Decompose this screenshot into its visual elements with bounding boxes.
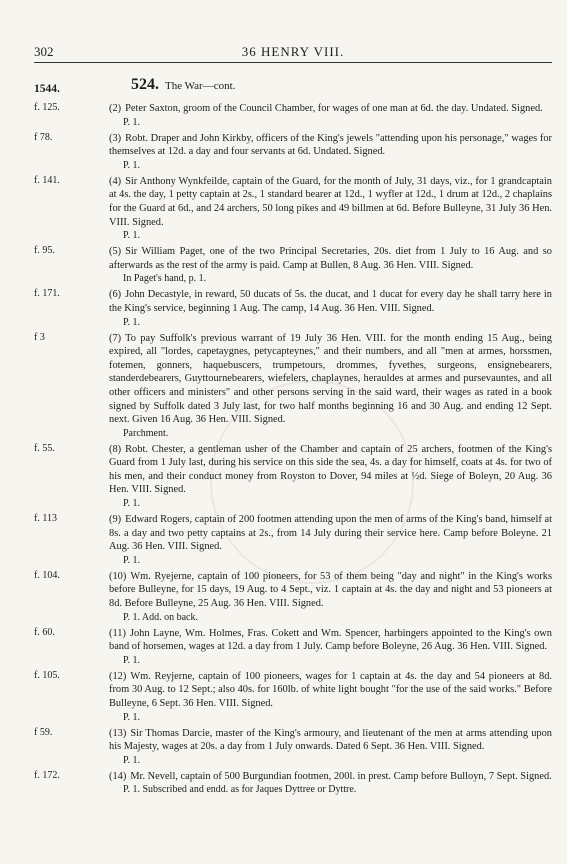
running-title: 36 HENRY VIII. xyxy=(241,44,345,59)
page-number: 302 xyxy=(34,44,54,59)
folio-reference: f. 55. xyxy=(34,442,55,454)
entry-text: John Decastyle, in reward, 50 ducats of 5s. the ducat, and 1 ducat for every day he shall tarry here in the King's service, beginning 1 Aug. The camp, 14 Aug. 36 Hen. VIII. Signed. xyxy=(109,289,552,314)
document-entry xyxy=(34,770,552,797)
entry-number: (3) xyxy=(109,132,122,144)
entry-note: P. 1. Add. on back. xyxy=(123,611,198,623)
entry-note: P. 1. xyxy=(123,711,140,723)
year-label: 1544. xyxy=(34,83,60,95)
document-entry xyxy=(34,102,552,129)
entry-body xyxy=(109,443,552,497)
entry-text: Edward Rogers, captain of 200 footmen attending upon the men of arms of the King's band, himself at 8s. a day and two petty captains at 2s., from 14 July during their service here. Camp before Boleyne. 21 Aug. 36 Hen. VIII. Signed. xyxy=(109,514,552,553)
running-header xyxy=(34,44,552,60)
entry-text: Mr. Nevell, captain of 500 Burgundian footmen, 200l. in prest. Camp before Bulloyn, 7 Sept. Signed. xyxy=(130,770,552,782)
folio-reference: f. 172. xyxy=(34,769,60,781)
entry-number: (12) xyxy=(109,670,127,682)
entry-body xyxy=(109,332,552,427)
entry-number: (2) xyxy=(109,103,122,114)
entry-text: Peter Saxton, groom of the Council Chamber, for wages of one man at 6d. the day. Undated. Signed. xyxy=(125,103,543,114)
entry-number: (9) xyxy=(109,514,122,526)
entry-body xyxy=(109,175,552,229)
folio-reference: f. 125. xyxy=(34,102,60,113)
entry-note: P. 1. xyxy=(123,498,140,510)
entry-body xyxy=(109,727,552,754)
entry-number: (8) xyxy=(109,443,122,455)
folio-reference: f 59. xyxy=(34,726,53,738)
document-entry xyxy=(34,245,552,285)
section-title: The War—cont. xyxy=(165,80,236,92)
entry-number: (5) xyxy=(109,246,122,258)
entry-text: To pay Suffolk's previous warrant of 19 July 36 Hen. VIII. for the month ending 15 Aug., being expired, all "lordes, capetaygnes, petycapteynes," and their numbers, and all "men at armes, horssmen, fotemen, gonners, haquebuscers, trumpetours, drommes, fyvethes, surgeons, ensignebearers, standerdebearers, Guyttournebearers, wiefelers, chaplaynes, herauldes at armes and pursevauntes, and all other officers and ministers" and other persons serving in the said ward, their wages as rated in a book signed by Suffolk dated 3 July last, for two half months beginning 16 and 30 Aug. and ending 12 Sept. next. Given 16 Aug. 36 Hen. VIII. Signed. xyxy=(109,332,552,426)
header-rule xyxy=(34,62,552,63)
entry-number: (4) xyxy=(109,175,122,187)
document-entry xyxy=(34,443,552,510)
document-entry xyxy=(34,288,552,328)
entry-text: Wm. Reyjerne, captain of 100 pioneers, wages for 1 captain at 4s. the day and 54 pioneers at 8d. from 30 Aug. to 12 Sept.; also 40s. for 160lb. of white light bought "for the use of the said works." Before Bulleyne, 6 Sept. 36 Hen. VIII. Signed. xyxy=(109,670,552,709)
document-entry xyxy=(34,513,552,567)
document-entry xyxy=(34,727,552,767)
entry-text: Sir William Paget, one of the two Principal Secretaries, 20s. diet from 1 July to 16 Aug. and so afterwards as the rest of the army is paid. Camp at Bullen, 8 Aug. 36 Hen. VIII. Signed. xyxy=(109,246,552,271)
entry-note: In Paget's hand, p. 1. xyxy=(123,273,207,285)
entry-note: P. 1. xyxy=(123,230,140,242)
entry-number: (11) xyxy=(109,627,126,639)
entry-number: (14) xyxy=(109,770,127,782)
entry-body xyxy=(109,132,552,159)
folio-reference: f. 95. xyxy=(34,245,55,257)
entries-list xyxy=(34,102,552,799)
entry-body xyxy=(109,288,552,315)
entry-note: P. 1. xyxy=(123,554,140,566)
folio-reference: f 78. xyxy=(34,131,53,143)
section-number: 524. xyxy=(131,76,159,93)
entry-body xyxy=(109,245,552,272)
entry-note: P. 1. xyxy=(123,116,140,128)
document-entry xyxy=(34,570,552,624)
document-entry xyxy=(34,175,552,242)
entry-body xyxy=(109,513,552,554)
document-entry xyxy=(34,627,552,667)
document-page xyxy=(34,44,552,796)
entry-text: Robt. Draper and John Kirkby, officers of the King's jewels "attending upon his personage," wages for themselves at 12d. a day and four servants at 6d. Undated. Signed. xyxy=(109,132,552,158)
entry-text: Wm. Ryejerne, captain of 100 pioneers, for 53 of them being "day and night" in the King's works before Bulleyne, for 15 days, 19 Aug. to 4 Sept., viz. 1 captain at 4s. the day and night and 53 pioneers at 8d. Before Bulleyne, 25 Aug. 36 Hen. VIII. Signed. xyxy=(109,570,552,610)
document-entry xyxy=(34,332,552,440)
entry-note: P. 1. xyxy=(123,654,140,666)
entry-body xyxy=(109,770,552,784)
entry-body xyxy=(109,627,552,654)
folio-reference: f 3 xyxy=(34,331,45,343)
entry-number: (7) xyxy=(109,332,122,344)
entry-body xyxy=(109,570,552,611)
document-entry xyxy=(34,670,552,724)
entry-note: P. 1. Subscribed and endd. as for Jaques Dyttree or Dyttre. xyxy=(123,784,357,796)
entry-note: Parchment. xyxy=(123,427,169,439)
entry-number: (13) xyxy=(109,727,127,739)
folio-reference: f. 105. xyxy=(34,669,60,681)
folio-reference: f. 141. xyxy=(34,174,60,186)
section-heading xyxy=(131,76,235,94)
entry-text: John Layne, Wm. Holmes, Fras. Cokett and Wm. Spencer, harbingers appointed to the King's own band of horsemen, wages at 12d. a day from 1 July. Camp before Boleyne, 26 Aug. 36 Hen. VIII. Signed. xyxy=(109,627,552,653)
folio-reference: f. 60. xyxy=(34,626,55,638)
entry-text: Sir Thomas Darcie, master of the King's armoury, and lieutenant of the men at arms attending upon his Majesty, wages at 20s. a day from 1 July onwards. Dated 6 Sept. 36 Hen. VIII. Signed. xyxy=(109,727,552,753)
entry-body xyxy=(109,102,552,116)
entry-note: P. 1. xyxy=(123,316,140,328)
folio-reference: f. 113 xyxy=(34,513,57,525)
entry-number: (6) xyxy=(109,289,122,301)
folio-reference: f. 171. xyxy=(34,288,60,300)
entry-note: P. 1. xyxy=(123,754,140,766)
entry-text: Sir Anthony Wynkfeilde, captain of the Guard, for the month of July, 31 days, viz., for 1 grandcaptain at 4s. the day, 1 petty captain at 2s., 1 standard bearer at 12d., 1 wyfler at 12d., 1 drum at 12d., 2 chaplains for the Guard at 6d., and 24 archers, 50 long pikes and 49 billmen at 6d. Before Bulleyne, 31 July 36 Hen. VIII. Signed. xyxy=(109,175,552,228)
entry-number: (10) xyxy=(109,570,127,582)
entry-body xyxy=(109,670,552,711)
document-entry xyxy=(34,132,552,172)
entry-note: P. 1. xyxy=(123,159,140,171)
folio-reference: f. 104. xyxy=(34,569,60,581)
entry-text: Robt. Chester, a gentleman usher of the Chamber and captain of 25 archers, footmen of the King's Guard from 1 July last, during his service on this side the sea, 4s. a day for himself, coats at 4s. for two of his men, and their conduct money from Royston to Dover, 94 miles at ½d. Siege of Boleyn, 20 Aug. 36 Hen. VIII. Signed. xyxy=(109,443,552,496)
